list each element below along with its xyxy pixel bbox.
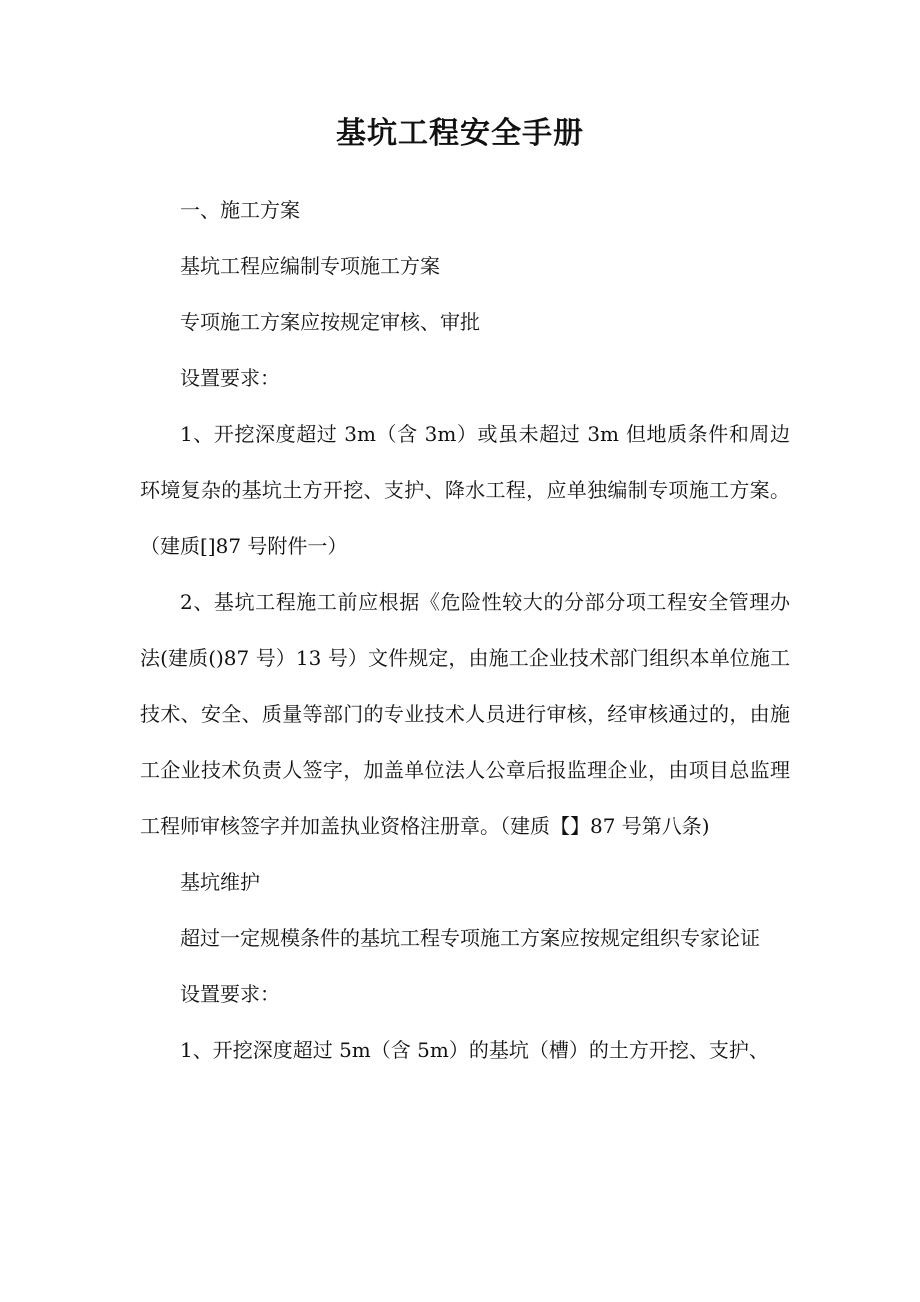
requirement-item-1: 1、开挖深度超过 5m（含 5m）的基坑（槽）的土方开挖、支护、 [180, 1038, 769, 1062]
requirement-item-1: 1、开挖深度超过 3m（含 3m）或虽未超过 3m 但地质条件和周边环境复杂的基坑土方开挖、支护、降水工程，应单独编制专项施工方案。（建质[]87 号附件一） [140, 422, 790, 558]
document-body [140, 182, 790, 1078]
document-title: 基坑工程安全手册 [336, 116, 584, 151]
requirement-item-2: 2、基坑工程施工前应根据《危险性较大的分部分项工程安全管理办法(建质()87 号）13 号）文件规定，由施工企业技术部门组织本单位施工技术、安全、质量等部门的专业技术人员进行审核，经审核通过的，由施工企业技术负责人签字，加盖单位法人公章后报监理企业，由项目总监理工程师审核签字并加盖执业资格注册章。（建质【】87 号第八条) [140, 590, 790, 838]
paragraph: 超过一定规模条件的基坑工程专项施工方案应按规定组织专家论证 [180, 926, 760, 950]
section-heading-construction-plan: 一、施工方案 [180, 198, 300, 222]
setup-requirements-label: 设置要求： [180, 982, 280, 1006]
setup-requirements-label: 设置要求： [180, 366, 280, 390]
paragraph: 专项施工方案应按规定审核、审批 [180, 310, 480, 334]
section-heading-pit-support: 基坑维护 [180, 870, 260, 894]
paragraph: 基坑工程应编制专项施工方案 [180, 254, 440, 278]
